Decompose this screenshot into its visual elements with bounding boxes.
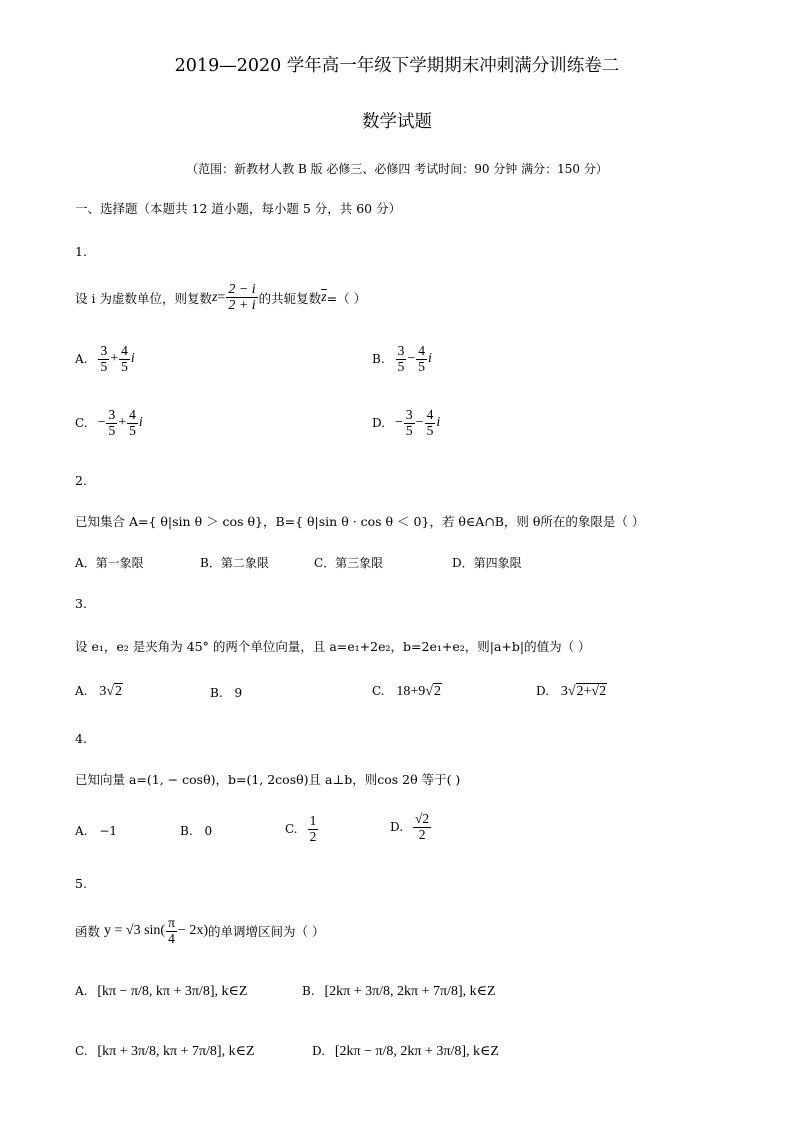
q2-option-c[interactable]: C．第三象限 [314,556,384,570]
q4-option-a[interactable] [75,824,117,838]
q3-c-pre: 18+9 [396,684,426,699]
q4-c-num: 1 [309,813,317,828]
q1-tail: =（ ） [326,290,367,306]
q1-option-frac1-den: 5 [397,358,405,374]
q3-d-coef: 3 [560,684,568,699]
q1-option-i: i [130,351,135,367]
q2-stem: 已知集合 A={ θ|sin θ ＞ cos θ}，B={ θ|sin θ · cos θ ＜ 0}，若 θ∈A∩B，则 θ所在的象限是（ ） [75,514,645,529]
q4-option-d-label: D. [390,820,404,835]
q5-func-pre: y = √3 sin( [104,923,166,939]
q2-option-d[interactable]: D．第四象限 [452,556,522,570]
q1-option-frac2-num: 4 [129,407,136,422]
q4-number: 4. [75,731,87,746]
q5-option-b-value: [2kπ + 3π/8, 2kπ + 7π/8], k∈Z [324,984,496,999]
q1-option-frac1-den: 5 [100,358,108,374]
q5-option-b-label: B. [302,984,315,998]
q1-fraction [226,282,257,314]
q5-option-d-label: D. [312,1044,326,1058]
exam-info: （范围：新教材人教 B 版 必修三、必修四 考试时间：90 分钟 满分：150 分） [186,162,608,176]
q1-option-b[interactable] [372,344,432,375]
q1-suffix: 的共轭复数 [258,290,322,306]
q3-option-c[interactable] [372,684,442,700]
q1-option-label: D. [372,416,386,431]
q1-option-frac1-num: 3 [108,407,116,422]
q1-option-d[interactable] [372,408,440,439]
q1-option-frac2-den: 5 [418,358,426,374]
q2-number: 2. [75,473,87,488]
q3-number: 3. [75,596,87,611]
q4-stem: 已知向量 a=(1, − cosθ)，b=(1, 2cosθ)且 a⊥b，则cos 2θ 等于( ) [75,772,461,787]
q5-suffix: 的单调增区间为（ ） [208,924,325,940]
q1-option-frac1-num: 3 [405,407,413,422]
q2-option-a[interactable]: A．第一象限 [75,556,144,570]
q1-option-frac2 [127,408,138,439]
q1-eq: = [217,289,226,305]
q4-option-c-label: C. [285,822,298,837]
q5-stem [75,916,324,947]
q5-prefix: 函数 [75,924,101,940]
q5-number: 5. [75,876,87,891]
q1-option-frac1-num: 3 [100,343,108,358]
section-heading: 一、选择题（本题共 12 道小题，每小题 5 分，共 60 分） [75,201,402,216]
q3-option-d-value: 3√2+√2 [560,684,607,699]
q1-option-frac2 [119,344,130,375]
q1-zbar: $\overline{z}$ [321,289,327,305]
q3-option-b-value: 9 [234,686,243,700]
q1-fraction-den: 2 + i [228,298,256,314]
q3-option-a-value: 3√2 [99,684,122,699]
q1-option-frac2-num: 4 [426,407,434,422]
q4-option-c-value [308,814,319,845]
q5-frac-num: π [168,915,175,930]
q5-option-d-value: [2kπ − π/8, 2kπ + 3π/8], k∈Z [334,1044,499,1059]
q1-option-frac1 [396,344,407,375]
q1-prefix: 设 i 为虚数单位，则复数 [75,290,212,306]
q1-fraction-num: 2 − i [228,282,256,297]
q5-option-c-value: [kπ + 3π/8, kπ + 7π/8], k∈Z [97,1044,255,1059]
q1-option-label: A. [75,352,88,367]
exam-title: 2019—2020 学年高一年级下学期期末冲刺满分训练卷二 [174,56,620,76]
q4-option-b-label: B. [180,824,193,838]
q1-option-frac2-num: 4 [418,343,426,358]
q1-option-a[interactable] [75,344,135,375]
q1-option-frac1 [98,344,109,375]
q1-option-c[interactable] [75,408,143,439]
q5-option-c[interactable] [75,1043,255,1060]
q5-option-a-value: [kπ − π/8, kπ + 3π/8], k∈Z [97,984,248,999]
q5-option-b[interactable] [302,983,496,1000]
q5-option-a[interactable] [75,983,247,1000]
q3-option-b-label: B. [210,686,223,700]
q1-option-frac1-den: 5 [108,422,116,438]
q5-func-post: − 2x) [177,923,208,939]
q1-option-op: − [415,415,424,431]
q1-option-op: + [118,415,127,431]
q1-option-frac2 [416,344,427,375]
q4-d-num: √2 [415,811,430,826]
q4-option-b-value: 0 [204,824,213,838]
q1-option-i: i [428,351,432,367]
q1-option-frac1 [404,408,415,439]
q1-option-i: i [436,415,441,431]
q3-option-a[interactable] [75,684,123,700]
q4-option-a-label: A. [75,824,88,838]
q3-option-d-label: D. [536,684,550,698]
q4-option-d-value [413,812,431,843]
q5-fraction [166,916,177,947]
q1-option-sign: − [97,415,106,431]
q3-d-rad: 2+√2 [576,684,607,699]
q3-c-rad: 2 [434,684,441,699]
q1-number: 1. [75,244,87,259]
q4-option-a-value: −1 [99,824,118,838]
q4-d-den: 2 [418,826,426,842]
q3-a-coef: 3 [99,684,107,699]
q1-option-sign: − [395,415,403,431]
q1-option-frac2-num: 4 [121,343,128,358]
q1-option-i: i [138,415,143,431]
q1-option-op: + [110,351,119,367]
q3-option-c-label: C. [372,684,385,698]
q1-option-frac2 [425,408,436,439]
q4-c-den: 2 [309,828,317,844]
q2-option-b[interactable]: B．第二象限 [200,556,269,570]
q3-option-c-value: 18+9√2 [396,684,441,699]
q1-option-frac2-den: 5 [121,358,128,374]
q1-z: z [211,289,218,305]
q1-option-op: − [407,351,416,367]
q5-option-a-label: A. [75,984,88,998]
q1-option-frac1 [106,408,117,439]
q3-option-a-label: A. [75,684,88,698]
q3-a-rad: 2 [115,684,122,699]
q5-option-d[interactable] [312,1043,499,1060]
q4-option-d[interactable] [390,812,432,843]
q3-option-d[interactable] [536,684,607,700]
q3-option-b[interactable] [210,686,242,700]
q1-option-label: C. [75,416,88,431]
q1-stem [75,282,366,314]
q5-frac-den: 4 [168,930,175,946]
q4-option-c[interactable] [285,814,319,845]
q5-option-c-label: C. [75,1044,88,1058]
q3-stem: 设 e₁，e₂ 是夹角为 45° 的两个单位向量，且 a=e₁+2e₂，b=2e₁+e₂，则|a+b|的值为（ ） [75,639,591,654]
q1-option-frac1-num: 3 [397,343,405,358]
q1-option-frac1-den: 5 [405,422,413,438]
q4-option-b[interactable] [180,824,212,838]
exam-subtitle: 数学试题 [362,112,432,132]
q1-option-frac2-den: 5 [426,422,434,438]
q1-option-label: B. [372,352,385,367]
q1-option-frac2-den: 5 [129,422,136,438]
